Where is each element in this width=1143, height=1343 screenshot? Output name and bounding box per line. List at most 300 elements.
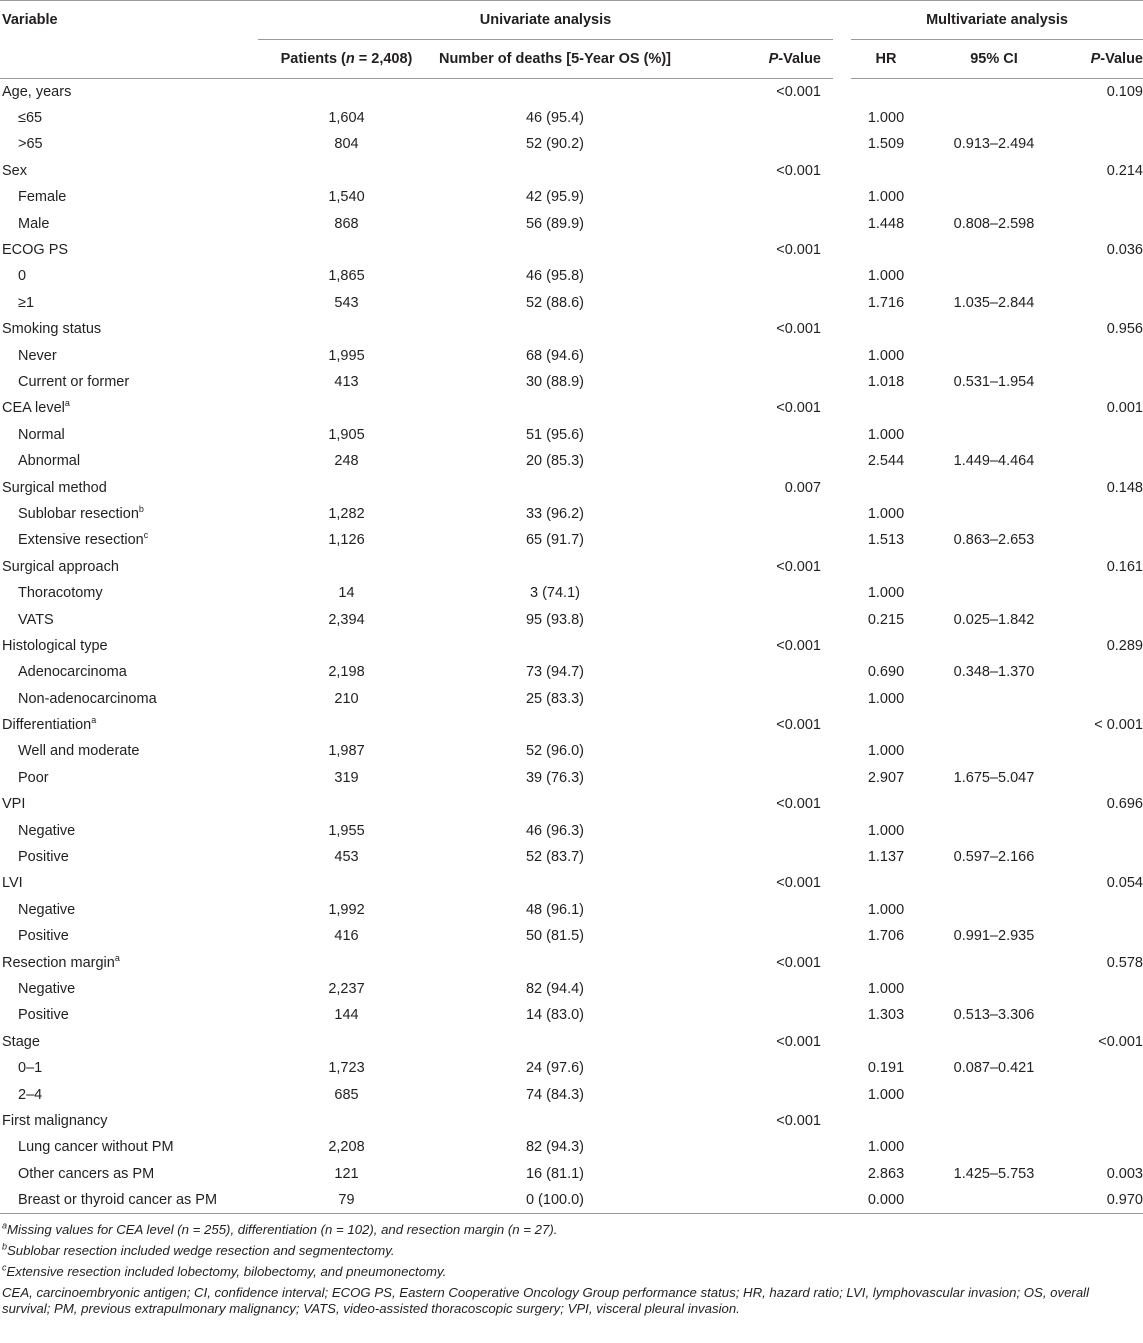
row-label: >65 [18, 136, 43, 153]
row-label: Never [18, 347, 57, 364]
cell-hr: 1.303 [867, 1007, 905, 1024]
table-row [0, 527, 1143, 553]
cell-deaths: 46 (95.8) [525, 268, 585, 285]
cell-p-univariate: <0.001 [776, 321, 821, 338]
cell-hr: 1.000 [867, 1139, 905, 1156]
row-label: 0–1 [18, 1060, 43, 1077]
table-row [0, 1002, 1143, 1028]
table-row [0, 1081, 1143, 1107]
cell-p-univariate [675, 1081, 833, 1107]
cell-p-multivariate [1067, 105, 1143, 131]
cell-p-multivariate [1067, 765, 1143, 791]
cell-p-multivariate: 0.001 [1106, 400, 1143, 417]
cell-deaths: 20 (85.3) [525, 453, 585, 470]
row-label: Extensive resection$^c$ [18, 530, 149, 549]
cell-p-univariate [675, 897, 833, 923]
cell-ci: 1.675–5.047 [953, 769, 1035, 786]
cell-patients [258, 474, 435, 500]
cell-hr: 1.706 [867, 928, 905, 945]
row-label: LVI [2, 875, 23, 892]
cell-deaths: 16 (81.1) [525, 1165, 585, 1182]
footnote-abbreviations: CEA, carcinoembryonic antigen; CI, confidence interval; ECOG PS, Eastern Cooperative Oncology Group performance status; HR, hazard ratio; LVI, lymphovascular invasion; OS, overall survival; PM, previous extrapulmonary malignancy; VATS, video-assisted thoracoscopic surgery; VPI, visceral pleural invasion. [2, 1284, 1090, 1317]
table-row [0, 791, 1143, 817]
cell-hr: 1.000 [867, 822, 905, 839]
cell-p-univariate [675, 1002, 833, 1028]
row-label: Positive [18, 928, 69, 945]
row-label: Positive [18, 1007, 69, 1024]
row-label: VATS [18, 611, 54, 628]
table-row [0, 897, 1143, 923]
cell-patients [258, 79, 435, 105]
row-label: Resection margin$^a$ [2, 952, 120, 971]
cell-patients [258, 395, 435, 421]
cell-deaths: 42 (95.9) [525, 189, 585, 206]
row-label: First malignancy [2, 1112, 108, 1129]
cell-deaths: 51 (95.6) [525, 426, 585, 443]
cell-hr: 1.448 [867, 215, 905, 232]
cell-p-univariate: <0.001 [776, 954, 821, 971]
cell-p-univariate: <0.001 [776, 162, 821, 179]
cell-p-multivariate [1067, 184, 1143, 210]
row-label: Smoking status [2, 321, 102, 338]
table-row [0, 976, 1143, 1002]
cell-ci [921, 738, 1067, 764]
header-p-multivariate: P-Value [1067, 40, 1143, 79]
header-hr: HR [851, 40, 921, 79]
cell-deaths [435, 633, 675, 659]
cell-p-univariate [675, 210, 833, 236]
cell-ci [921, 158, 1067, 184]
row-label: Thoracotomy [18, 585, 103, 602]
cell-hr [851, 316, 921, 342]
cell-p-multivariate [1067, 1108, 1143, 1134]
cell-hr [851, 474, 921, 500]
cell-patients: 1,126 [328, 532, 365, 549]
table-row [0, 422, 1143, 448]
cell-p-univariate: <0.001 [776, 637, 821, 654]
cell-p-multivariate [1067, 817, 1143, 843]
cell-p-univariate [675, 342, 833, 368]
cell-deaths [435, 158, 675, 184]
cell-patients [258, 712, 435, 738]
cell-p-univariate [675, 1055, 833, 1081]
table-row [0, 474, 1143, 500]
cell-patients: 1,955 [328, 822, 365, 839]
cell-p-univariate: <0.001 [776, 1112, 821, 1129]
cell-p-multivariate [1067, 976, 1143, 1002]
cell-deaths: 73 (94.7) [525, 664, 585, 681]
footnote-c: $^c$Extensive resection included lobectomy, bilobectomy, and pneumonectomy. [2, 1262, 447, 1279]
table-row [0, 1029, 1143, 1055]
cell-hr: 1.716 [867, 294, 905, 311]
cell-p-multivariate [1067, 1081, 1143, 1107]
cell-p-univariate [675, 263, 833, 289]
cell-p-univariate [675, 1134, 833, 1160]
row-label: 0 [18, 268, 27, 285]
cell-hr: 1.000 [867, 347, 905, 364]
cell-patients [258, 237, 435, 263]
cell-p-univariate [675, 844, 833, 870]
cell-p-multivariate [1067, 501, 1143, 527]
cell-patients: 144 [334, 1007, 359, 1024]
cell-patients [258, 158, 435, 184]
cell-hr: 0.191 [867, 1060, 905, 1077]
header-row-groups [0, 1, 1143, 40]
cell-hr [851, 1029, 921, 1055]
cell-hr: 1.000 [867, 189, 905, 206]
cell-p-multivariate: 0.148 [1106, 479, 1143, 496]
cell-hr: 1.018 [867, 373, 905, 390]
cell-ci: 0.863–2.653 [953, 532, 1035, 549]
cell-deaths: 39 (76.3) [525, 769, 585, 786]
cell-p-univariate [675, 738, 833, 764]
row-label: Surgical method [2, 479, 107, 496]
cell-p-multivariate [1067, 844, 1143, 870]
table-row [0, 237, 1143, 263]
cell-deaths: 52 (96.0) [525, 743, 585, 760]
cell-p-univariate: <0.001 [776, 242, 821, 259]
cell-p-multivariate: 0.036 [1106, 242, 1143, 259]
cell-hr: 0.000 [851, 1187, 921, 1213]
cell-ci [921, 554, 1067, 580]
cell-patients: 248 [334, 453, 359, 470]
cell-patients: 2,198 [328, 664, 365, 681]
cell-ci [921, 237, 1067, 263]
cell-patients [258, 949, 435, 975]
table-row [0, 844, 1143, 870]
cell-p-multivariate: 0.578 [1106, 954, 1143, 971]
cell-p-multivariate [1067, 606, 1143, 632]
cell-hr [851, 1108, 921, 1134]
cell-deaths [435, 79, 675, 105]
cell-patients: 1,604 [328, 110, 365, 127]
cell-deaths [435, 554, 675, 580]
cell-patients: 1,987 [328, 743, 365, 760]
cell-deaths: 82 (94.3) [525, 1139, 585, 1156]
table-row [0, 1134, 1143, 1160]
row-label: CEA level$^a$ [2, 398, 70, 417]
header-univariate: Univariate analysis [258, 1, 833, 40]
cell-patients: 1,282 [328, 505, 365, 522]
cell-hr: 1.000 [867, 901, 905, 918]
table-row [0, 633, 1143, 659]
cell-ci [921, 1187, 1067, 1213]
cell-ci [921, 79, 1067, 105]
cell-p-multivariate: 0.054 [1106, 875, 1143, 892]
cell-p-multivariate [1067, 659, 1143, 685]
cell-p-multivariate: 0.289 [1106, 637, 1143, 654]
footnote-b: $^b$Sublobar resection included wedge resection and segmentectomy. [2, 1241, 395, 1258]
cell-p-multivariate [1067, 290, 1143, 316]
table-row [0, 263, 1143, 289]
cell-patients [258, 1108, 435, 1134]
table-body [0, 79, 1143, 1214]
table-row [0, 685, 1143, 711]
cell-hr: 0.215 [867, 611, 905, 628]
row-label: Abnormal [18, 453, 81, 470]
cell-patients: 1,905 [328, 426, 365, 443]
cell-ci [921, 949, 1067, 975]
cell-deaths: 56 (89.9) [525, 215, 585, 232]
cell-ci [921, 501, 1067, 527]
cell-hr: 1.000 [867, 980, 905, 997]
cell-p-multivariate: 0.109 [1106, 83, 1143, 100]
row-label: Current or former [18, 373, 130, 390]
row-label: Normal [18, 426, 65, 443]
cell-deaths: 0 (100.0) [435, 1187, 675, 1213]
cell-p-univariate [675, 105, 833, 131]
cell-hr: 1.000 [867, 505, 905, 522]
cell-ci: 1.035–2.844 [953, 294, 1035, 311]
cell-deaths: 68 (94.6) [525, 347, 585, 364]
row-label: Sublobar resection$^b$ [18, 504, 144, 522]
cell-ci [921, 1108, 1067, 1134]
cell-ci [921, 342, 1067, 368]
cell-deaths [435, 395, 675, 421]
cell-deaths [435, 1108, 675, 1134]
cell-deaths: 33 (96.2) [525, 505, 585, 522]
table-row [0, 765, 1143, 791]
cell-deaths: 25 (83.3) [525, 690, 585, 707]
cell-deaths: 3 (74.1) [530, 585, 580, 602]
table-row [0, 79, 1143, 105]
cell-patients: 685 [334, 1086, 359, 1103]
cell-deaths: 74 (84.3) [525, 1086, 585, 1103]
row-label: Well and moderate [18, 743, 140, 760]
cell-p-univariate [675, 527, 833, 553]
cell-p-multivariate: < 0.001 [1094, 717, 1143, 734]
cell-patients: 2,237 [328, 980, 365, 997]
cell-patients [258, 791, 435, 817]
cell-hr: 1.000 [867, 585, 905, 602]
cell-p-multivariate [1067, 897, 1143, 923]
cell-hr: 1.000 [867, 690, 905, 707]
cell-hr [851, 870, 921, 896]
cell-p-univariate [675, 422, 833, 448]
cell-hr: 2.863 [867, 1165, 905, 1182]
header-ci: 95% CI [921, 40, 1067, 79]
cell-patients: 1,995 [328, 347, 365, 364]
cell-ci: 0.513–3.306 [953, 1007, 1035, 1024]
cell-ci: 0.808–2.598 [953, 215, 1035, 232]
cell-ci: 1.449–4.464 [953, 453, 1035, 470]
cell-deaths: 46 (95.4) [525, 110, 585, 127]
cell-hr: 1.000 [867, 268, 905, 285]
cell-p-multivariate: 0.696 [1106, 796, 1143, 813]
cell-p-multivariate [1067, 422, 1143, 448]
cell-ci [921, 976, 1067, 1002]
cell-patients [258, 554, 435, 580]
row-label: Adenocarcinoma [18, 664, 127, 681]
cell-patients: 543 [334, 294, 359, 311]
cell-ci [921, 817, 1067, 843]
cell-deaths: 65 (91.7) [525, 532, 585, 549]
cell-ci [921, 712, 1067, 738]
cell-deaths [435, 237, 675, 263]
cell-p-multivariate [1067, 1134, 1143, 1160]
cell-hr [851, 395, 921, 421]
header-variable: Variable [2, 12, 58, 29]
cell-p-univariate [675, 976, 833, 1002]
table-row [0, 131, 1143, 157]
cell-p-univariate: <0.001 [776, 400, 821, 417]
cell-p-multivariate [1067, 263, 1143, 289]
cell-p-univariate [675, 580, 833, 606]
table-row [0, 342, 1143, 368]
cell-p-univariate [675, 501, 833, 527]
cell-p-multivariate [1067, 131, 1143, 157]
row-label: Female [18, 189, 67, 206]
cell-ci [921, 1081, 1067, 1107]
row-label: Other cancers as PM [18, 1165, 155, 1182]
cell-ci [921, 1134, 1067, 1160]
header-deaths: Number of deaths [5-Year OS (%)] [435, 40, 675, 79]
cell-deaths [435, 316, 675, 342]
cell-patients: 319 [334, 769, 359, 786]
table-row [0, 210, 1143, 236]
table-footnotes [0, 1214, 1143, 1318]
row-label: Poor [18, 769, 49, 786]
row-label: VPI [2, 796, 26, 813]
row-label: Negative [18, 822, 76, 839]
cell-deaths: 48 (96.1) [525, 901, 585, 918]
table-row [0, 1108, 1143, 1134]
cell-p-univariate: <0.001 [776, 83, 821, 100]
cell-ci [921, 633, 1067, 659]
row-label: Surgical approach [2, 558, 119, 575]
header-multivariate: Multivariate analysis [851, 1, 1143, 40]
cell-p-univariate [675, 685, 833, 711]
row-label: Positive [18, 849, 69, 866]
cell-deaths: 52 (88.6) [525, 294, 585, 311]
cell-ci [921, 870, 1067, 896]
cell-hr: 2.907 [867, 769, 905, 786]
table-row [0, 923, 1143, 949]
cell-patients: 210 [334, 690, 359, 707]
row-label: Age, years [2, 83, 72, 100]
table-row [0, 1055, 1143, 1081]
cell-p-multivariate [1067, 210, 1143, 236]
cell-ci [921, 184, 1067, 210]
cell-deaths [435, 712, 675, 738]
cell-hr: 2.544 [867, 453, 905, 470]
row-label: ≤65 [18, 110, 43, 127]
cell-p-multivariate [1067, 685, 1143, 711]
footnote-a: $^a$Missing values for CEA level (n = 255), differentiation (n = 102), and resection margin (n = 27). [2, 1220, 558, 1237]
cell-ci [921, 1029, 1067, 1055]
cell-patients [258, 870, 435, 896]
table-row [0, 105, 1143, 131]
cell-ci [921, 897, 1067, 923]
cell-hr: 1.509 [867, 136, 905, 153]
cell-deaths: 52 (83.7) [525, 849, 585, 866]
cell-ci [921, 474, 1067, 500]
cell-p-univariate: 0.007 [784, 479, 821, 496]
cell-ci [921, 316, 1067, 342]
cell-deaths: 82 (94.4) [525, 980, 585, 997]
table-row [0, 158, 1143, 184]
cell-ci: 0.913–2.494 [953, 136, 1035, 153]
table-row [0, 501, 1143, 527]
cell-p-univariate [675, 606, 833, 632]
cell-ci: 0.991–2.935 [953, 928, 1035, 945]
cell-hr: 1.137 [867, 849, 905, 866]
cell-p-multivariate [1067, 923, 1143, 949]
cell-ci: 0.087–0.421 [953, 1060, 1035, 1077]
cell-p-multivariate [1067, 369, 1143, 395]
cell-ci: 1.425–5.753 [953, 1165, 1035, 1182]
cell-patients: 1,992 [328, 901, 365, 918]
cell-patients [258, 633, 435, 659]
table-row [0, 290, 1143, 316]
row-label: ECOG PS [2, 242, 69, 259]
cell-p-multivariate: 0.214 [1106, 162, 1143, 179]
cell-patients: 804 [334, 136, 359, 153]
cell-deaths: 24 (97.6) [525, 1060, 585, 1077]
table-row [0, 1187, 1143, 1213]
cell-p-multivariate: <0.001 [1098, 1033, 1143, 1050]
cell-deaths [435, 474, 675, 500]
cell-ci: 0.531–1.954 [953, 373, 1035, 390]
cell-ci: 0.025–1.842 [953, 611, 1035, 628]
cell-deaths: 46 (96.3) [525, 822, 585, 839]
table-row [0, 395, 1143, 421]
cell-hr [851, 158, 921, 184]
cell-hr [851, 791, 921, 817]
table-row [0, 712, 1143, 738]
row-label: Negative [18, 980, 76, 997]
cell-hr [851, 79, 921, 105]
cell-p-multivariate: 0.956 [1106, 321, 1143, 338]
header-row-columns [0, 40, 1143, 79]
row-label: 2–4 [18, 1086, 43, 1103]
cell-patients: 1,723 [328, 1060, 365, 1077]
cell-patients: 14 [338, 585, 355, 602]
cell-ci [921, 791, 1067, 817]
cell-p-univariate [675, 448, 833, 474]
cell-p-multivariate: 0.003 [1106, 1165, 1143, 1182]
cell-p-univariate [675, 131, 833, 157]
row-label: ≥1 [18, 294, 35, 311]
row-label: Negative [18, 901, 76, 918]
cell-deaths [435, 1029, 675, 1055]
table-row [0, 738, 1143, 764]
cell-p-univariate [675, 369, 833, 395]
cell-p-multivariate [1067, 342, 1143, 368]
cell-hr [851, 949, 921, 975]
cell-ci [921, 422, 1067, 448]
cell-patients: 413 [334, 373, 359, 390]
cell-hr: 0.690 [867, 664, 905, 681]
table-row [0, 659, 1143, 685]
cell-p-multivariate [1067, 448, 1143, 474]
cell-p-univariate: <0.001 [776, 796, 821, 813]
table-row [0, 580, 1143, 606]
cell-p-univariate: <0.001 [776, 558, 821, 575]
cell-p-multivariate [1067, 1055, 1143, 1081]
table-row [0, 1161, 1143, 1187]
cell-p-univariate [675, 817, 833, 843]
table-row [0, 554, 1143, 580]
cell-ci: 0.348–1.370 [953, 664, 1035, 681]
cell-patients: 868 [334, 215, 359, 232]
cell-p-univariate [675, 1187, 833, 1213]
cell-patients: 2,394 [328, 611, 365, 628]
cell-patients [258, 1029, 435, 1055]
table-row [0, 817, 1143, 843]
cell-deaths [435, 870, 675, 896]
cell-patients: 453 [334, 849, 359, 866]
